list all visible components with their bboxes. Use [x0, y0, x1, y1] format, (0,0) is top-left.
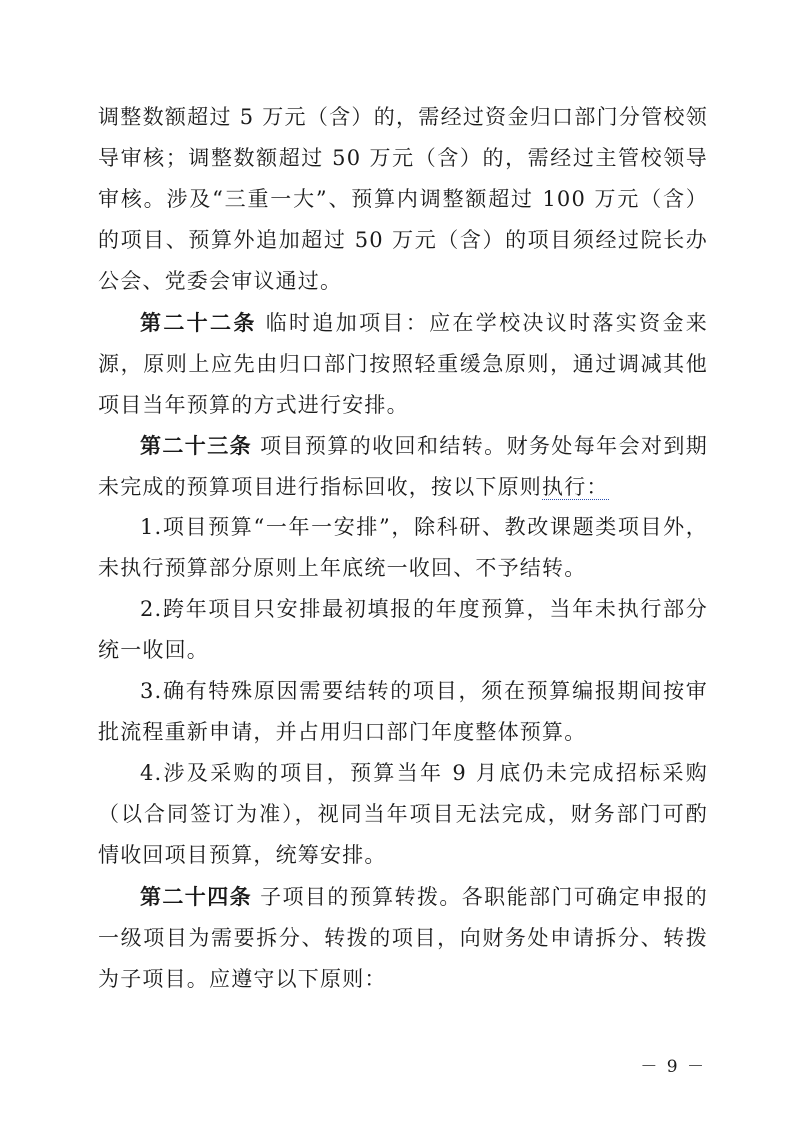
list-item-text: 3.确有特殊原因需要结转的项目，须在预算编报期间按审批流程重新申请，并占用归口部门年度整体预算。	[98, 679, 708, 744]
list-item-text: 1.项目预算“一年一安排”，除科研、教改课题类项目外，未执行预算部分原则上年底统一收回、不予结转。	[98, 515, 708, 580]
article-heading: 第二十四条	[140, 884, 253, 909]
article-24	[98, 876, 708, 1000]
list-item-text: 2.跨年项目只安排最初填报的年度预算，当年未执行部分统一收回。	[98, 597, 708, 662]
list-item-3	[98, 671, 708, 753]
paragraph-budget-adjustment-approval	[98, 97, 708, 302]
article-body: 临时追加项目：应在学校决议时落实资金来源，原则上应先由归口部门按照轻重缓急原则，通过调减其他项目当年预算的方式进行安排。	[98, 311, 708, 417]
article-22	[98, 302, 708, 426]
article-heading: 第二十三条	[140, 433, 253, 458]
list-item-text: 4.涉及采购的项目，预算当年 9 月底仍未完成招标采购（以合同签订为准），视同当年项目无法完成，财务部门可酌情收回项目预算，统筹安排。	[98, 761, 708, 867]
paragraph-text: 调整数额超过 5 万元（含）的，需经过资金归口部门分管校领导审核；调整数额超过 50 万元（含）的，需经过主管校领导审核。涉及“三重一大”、预算内调整额超过 100 万元（含）的项目、预算外追加超过 50 万元（含）的项目须经过院长办公会、党委会审议通过。	[98, 105, 708, 293]
article-body: 项目预算的收回和结转。财务处每年会对到期未完成的预算项目进行指标回收，按以下原则	[98, 434, 709, 499]
list-item-4	[98, 753, 708, 876]
list-item-1	[98, 507, 708, 589]
article-heading: 第二十二条	[140, 310, 257, 335]
article-23	[98, 425, 708, 508]
list-item-2	[98, 589, 708, 671]
grammar-marked-text: 执行：	[542, 475, 609, 499]
page-number: － 9 －	[640, 1057, 706, 1077]
article-body: 子项目的预算转拨。各职能部门可确定申报的一级项目为需要拆分、转拨的项目，向财务处申请拆分、转拨为子项目。应遵守以下原则：	[98, 885, 709, 991]
